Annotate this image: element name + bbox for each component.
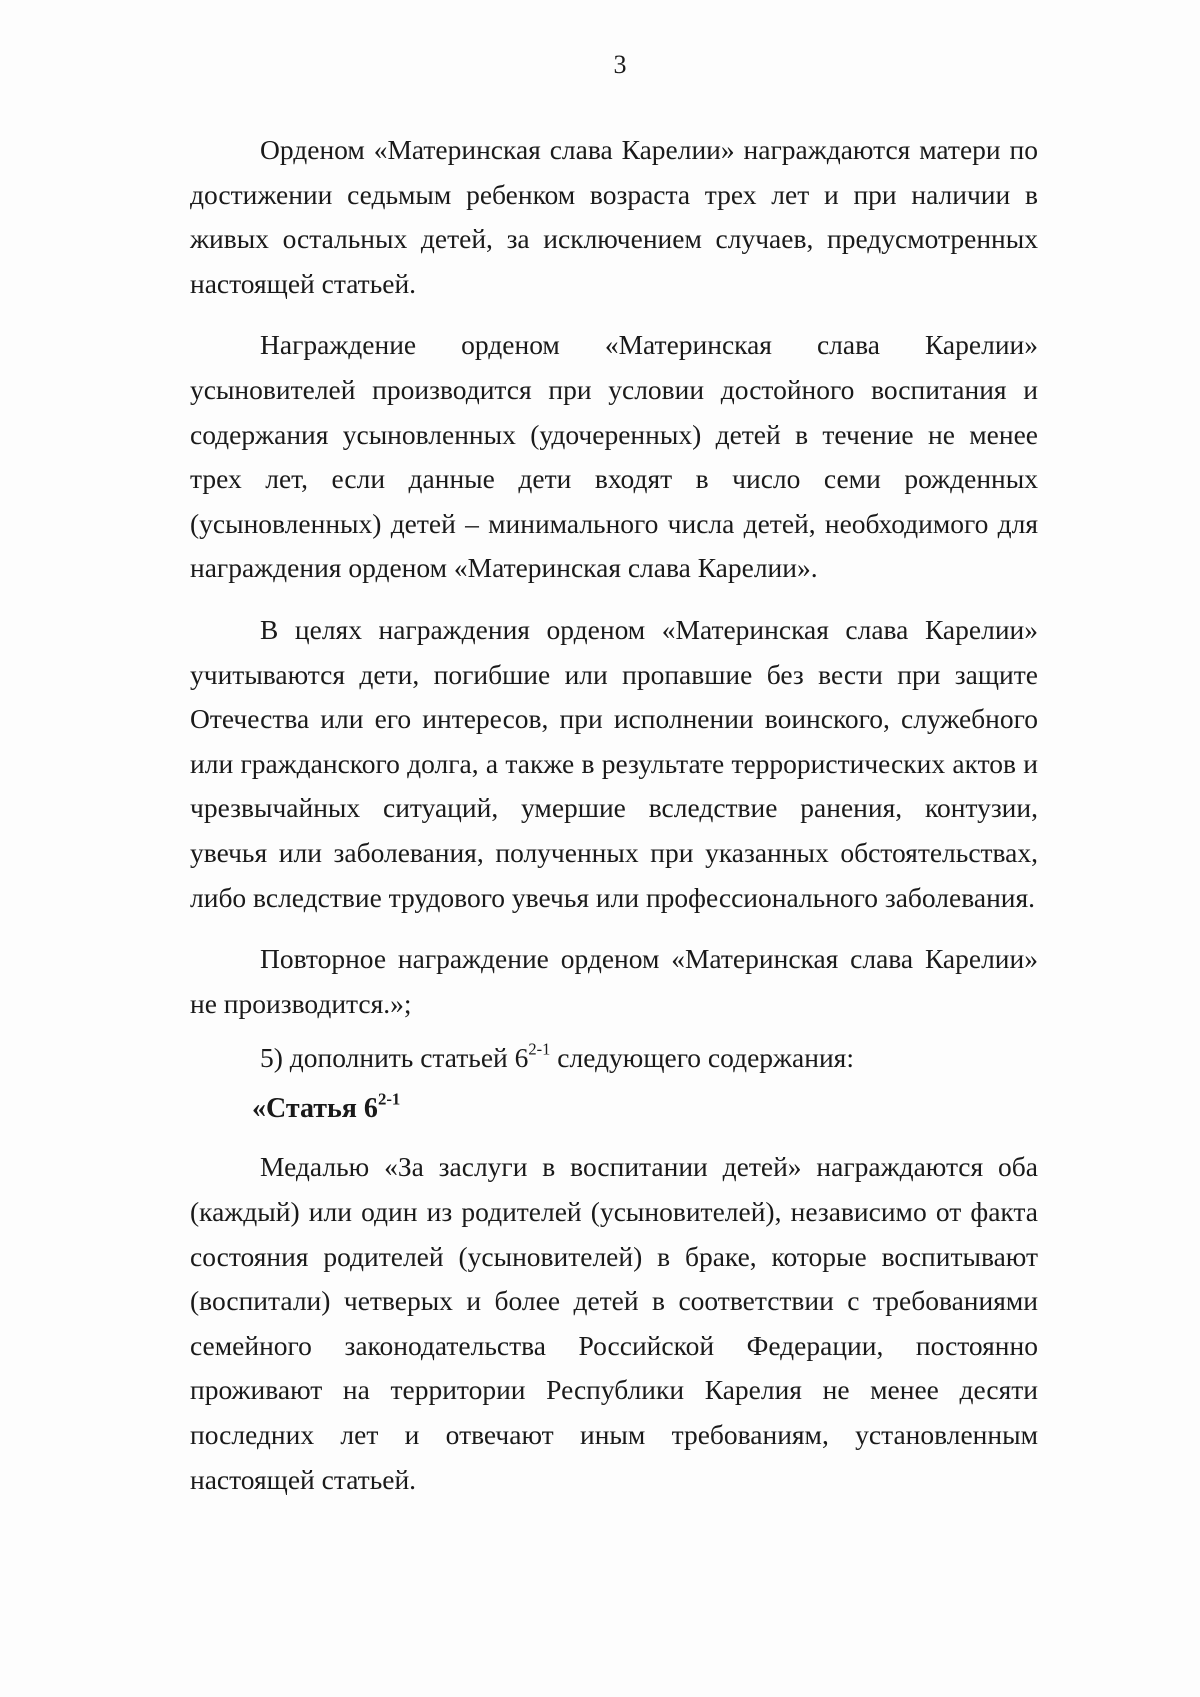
amendment-text-end: следующего содержания: bbox=[550, 1042, 854, 1074]
article-heading-superscript: 2-1 bbox=[377, 1089, 401, 1109]
amendment-article-superscript: 2-1 bbox=[528, 1039, 551, 1059]
paragraph-repeat-award: Повторное награждение орденом «Материнская слава Карелии» не производится.»; bbox=[190, 943, 1038, 1019]
paragraph-amendment-item-5 bbox=[190, 1036, 1038, 1081]
document-body bbox=[190, 128, 1038, 1519]
paragraph-medal-award: Медалью «За заслуги в воспитании детей» награждаются оба (каждый) или один из родителей (усыновителей), независимо от факта состояния родителей (усыновителей) в браке, которые воспитывают (воспитали) четверых и более детей в соответствии с требованиями семейного законодательства Российской Федерации, постоянно проживают на территории Республики Карелия не менее десяти последних лет и отвечают иным требованиям, установленным настоящей статьей. bbox=[190, 1151, 1038, 1495]
article-heading-text: «Статья 6 bbox=[252, 1092, 378, 1124]
paragraph-order-award-mothers: Орденом «Материнская слава Карелии» награждаются матери по достижении седьмым ребенком возраста трех лет и при наличии в живых остальных детей, за исключением случаев, предусмотренных настоящей статьей. bbox=[190, 134, 1038, 299]
paragraph-order-award-adopters: Награждение орденом «Материнская слава Карелии» усыновителей производится при условии достойного воспитания и содержания усыновленных (удочеренных) детей в течение не менее трех лет, если данные дети входят в число семи рожденных (усыновленных) детей – минимального числа детей, необходимого для награждения орденом «Материнская слава Карелии». bbox=[190, 329, 1038, 584]
page-number: 3 bbox=[613, 50, 627, 79]
amendment-text-start: 5) дополнить статьей 6 bbox=[260, 1042, 529, 1074]
article-heading bbox=[190, 1087, 1038, 1132]
paragraph-children-counted: В целях награждения орденом «Материнская слава Карелии» учитываются дети, погибшие или пропавшие без вести при защите Отечества или его интересов, при исполнении воинского, служебного или гражданского долга, а также в результате террористических актов и чрезвычайных ситуаций, умершие вследствие ранения, контузии, увечья или заболевания, полученных при указанных обстоятельствах, либо вследствие трудового увечья или профессионального заболевания. bbox=[190, 613, 1038, 913]
